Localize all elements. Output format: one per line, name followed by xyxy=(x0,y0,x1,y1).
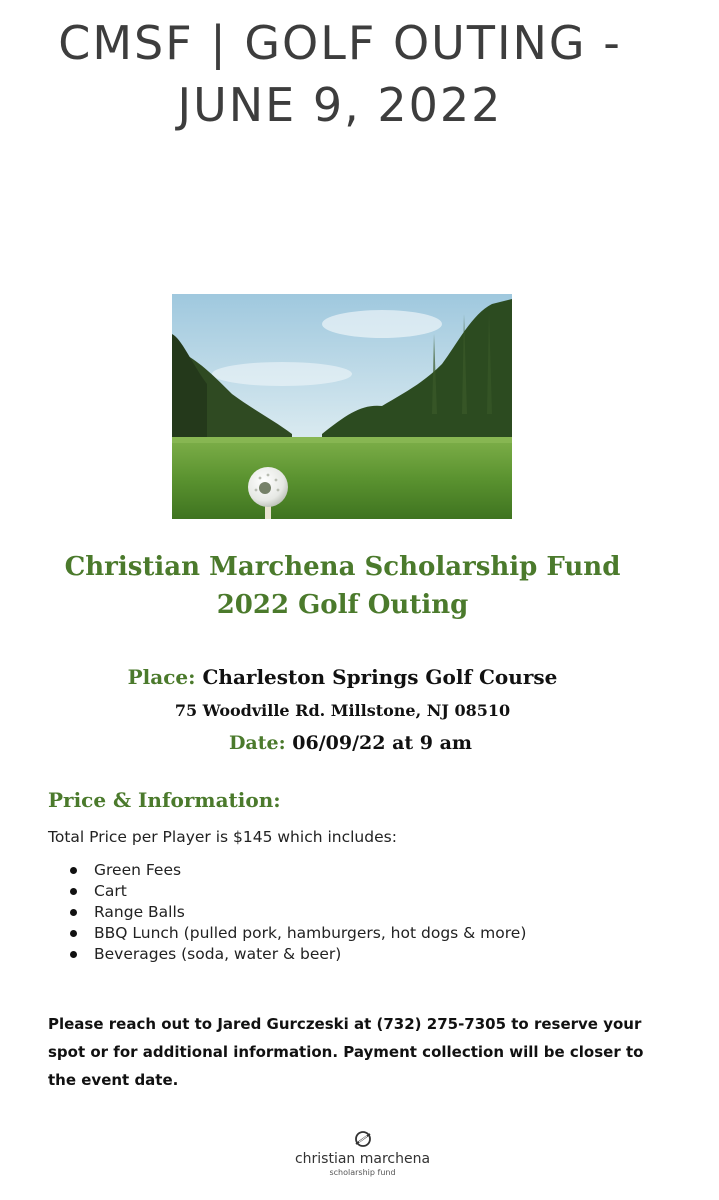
date-line xyxy=(8,728,693,758)
bullet-icon xyxy=(70,867,77,874)
contact-paragraph: Please reach out to Jared Gurczeski at (732) 275-7305 to reserve your spot or for additional information. Payment collection will be closer to the event date. xyxy=(48,1015,644,1089)
bullet-icon xyxy=(70,909,77,916)
footer-logo xyxy=(280,1130,445,1178)
event-heading-line-2: 2022 Golf Outing xyxy=(216,590,469,620)
price-intro-text: Total Price per Player is $145 which includes: xyxy=(48,828,397,846)
place-label: Place: xyxy=(127,665,196,689)
logo-name: christian marchena xyxy=(294,1151,431,1167)
list-item: Cart xyxy=(48,881,526,902)
list-item: Beverages (soda, water & beer) xyxy=(48,944,526,965)
list-item: Range Balls xyxy=(48,902,526,923)
event-heading xyxy=(0,548,685,624)
place-line xyxy=(0,662,685,692)
golf-hero-image xyxy=(172,294,512,519)
date-label: Date: xyxy=(228,732,286,754)
list-item: BBQ Lunch (pulled pork, hamburgers, hot dogs & more) xyxy=(48,923,526,944)
golf-ball-on-tee-illustration xyxy=(172,294,512,519)
bullet-icon xyxy=(70,888,77,895)
page-title-line-2: JUNE 9, 2022 xyxy=(177,78,503,132)
cmsf-logo-icon xyxy=(353,1130,373,1148)
date-value: 06/09/22 at 9 am xyxy=(292,732,473,754)
price-info-heading: Price & Information: xyxy=(48,788,281,812)
includes-list xyxy=(48,860,526,965)
page-title xyxy=(0,12,680,136)
page-title-line-1: CMSF | GOLF OUTING - xyxy=(58,16,622,70)
address-line: 75 Woodville Rd. Millstone, NJ 08510 xyxy=(174,701,511,720)
place-value: Charleston Springs Golf Course xyxy=(202,665,558,689)
event-heading-line-1: Christian Marchena Scholarship Fund xyxy=(64,552,621,582)
list-item: Green Fees xyxy=(48,860,526,881)
bullet-icon xyxy=(70,951,77,958)
bullet-icon xyxy=(70,930,77,937)
logo-subtitle: scholarship fund xyxy=(329,1168,396,1177)
